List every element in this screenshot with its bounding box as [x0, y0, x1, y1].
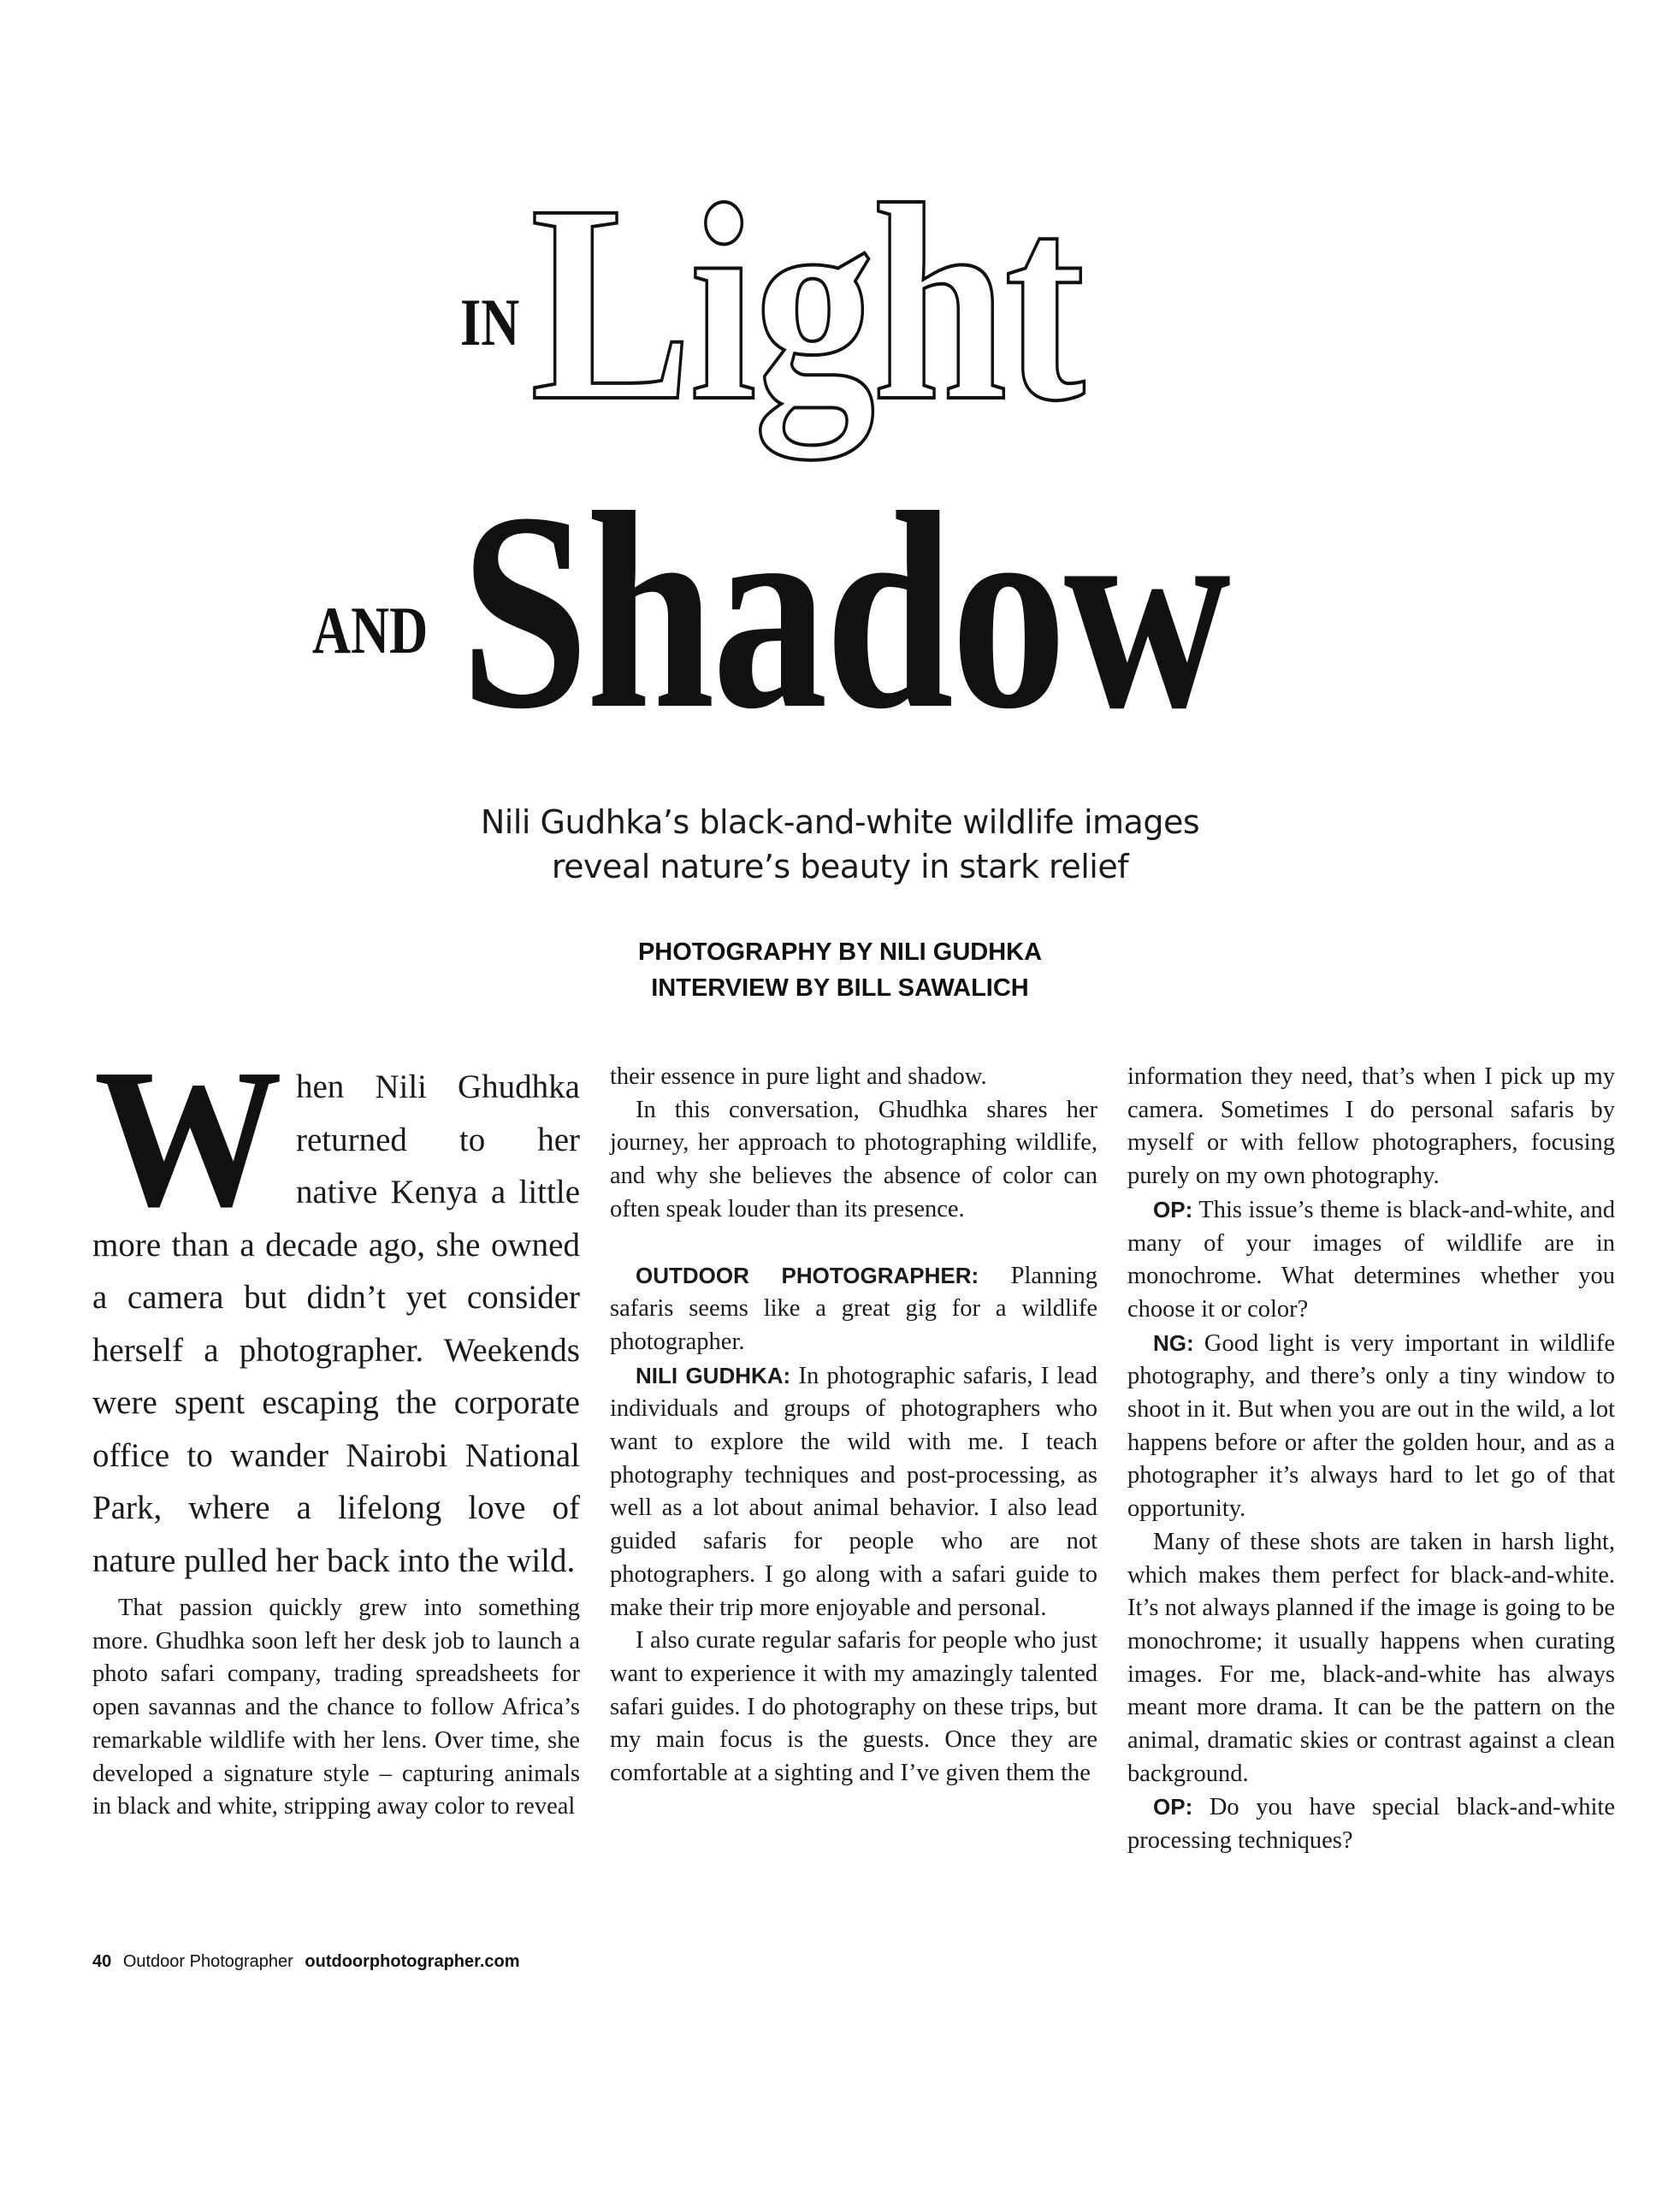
page-footer: [92, 1952, 520, 1972]
headline-word-shadow: Shadow: [460, 455, 1228, 767]
headline-prefix-and: AND: [312, 593, 429, 667]
lead-text: hen Nili Ghudhka returned to her native Kenya a little more than a decade ago, she owned a camera but didn’t yet consider herself a photographer. Weekends were spent escaping the corporate office to wander Nairobi National Park, where a lifelong love of nature pulled her back into the wild.: [92, 1068, 580, 1579]
qa-paragraph: [1127, 1327, 1615, 1526]
deck-subtitle: [0, 800, 1680, 889]
speaker-label: NG:: [1153, 1329, 1194, 1356]
speaker-label: OUTDOOR PHOTOGRAPHER:: [636, 1262, 979, 1288]
qa-paragraph: [610, 1625, 1097, 1790]
qa-paragraph: [610, 1259, 1097, 1359]
body-paragraph: That passion quickly grew into something more. Ghudhka soon left her desk job to launch a photo safari company, trading spreadsheets for open savannas and the chance to follow Africa’s remarkable wildlife with her lens. Over time, she developed a signature style – capturing animals in black and white, stripping away color to reveal: [92, 1595, 580, 1820]
page-number: 40: [92, 1952, 112, 1971]
qa-text: information they need, that’s when I pick up my camera. Sometimes I do personal safaris by myself or with fellow photographers, focusing purely on my own photography.: [1127, 1063, 1615, 1190]
drop-cap: W: [93, 1028, 283, 1248]
lead-paragraph: [92, 1028, 580, 1587]
website-url: outdoorphotographer.com: [305, 1952, 520, 1971]
qa-text: In photographic safaris, I lead individuals and groups of photographers who want to explore the wild with me. I teach photography techniques and post-processing, as well as a lot about animal behavior. I also lead guided safaris for people who are not photographers. I go along with a safari guide to make their trip more enjoyable and personal.: [610, 1362, 1097, 1621]
qa-paragraph: [1127, 1790, 1615, 1857]
speaker-label: NILI GUDHKA:: [636, 1362, 791, 1388]
article-column-3: [1127, 1061, 1615, 1858]
article-column-2: [610, 1061, 1097, 1790]
qa-paragraph: [610, 1359, 1097, 1625]
deck-line: Nili Gudhka’s black-and-white wildlife images: [480, 803, 1200, 841]
deck-line: reveal nature’s beauty in stark relief: [551, 848, 1129, 885]
qa-text: I also curate regular safaris for people who just want to experience it with my amazingly talented safari guides. I do photography on these trips, but my main focus is the guests. Once they are comfortable at a sighting and I’ve given them the: [610, 1627, 1097, 1787]
qa-paragraph: [1127, 1526, 1615, 1791]
headline-prefix-in: IN: [460, 285, 520, 359]
interview-credit: INTERVIEW BY BILL SAWALICH: [651, 974, 1029, 1002]
qa-text: Good light is very important in wildlife photography, and there’s only a tiny window to shoot in it. But when you are out in the wild, a lot happens before or after the golden hour, and as a photographer it’s always hard to let go of that opportunity.: [1127, 1329, 1615, 1523]
article-column-1: [92, 1028, 580, 1824]
headline: [0, 147, 1680, 787]
qa-paragraph: [1127, 1193, 1615, 1327]
qa-text: Many of these shots are taken in harsh light, which makes them perfect for black-and-white. It’s not always planned if the image is going to be monochrome; it usually happens when curating images. For me, black-and-white has always meant more drama. It can be the pattern on the animal, dramatic skies or contrast against a clean background.: [1127, 1528, 1615, 1787]
speaker-label: OP:: [1153, 1794, 1193, 1820]
body-paragraph: In this conversation, Ghudhka shares her journey, her approach to photographing wildlife, and why she believes the absence of color can often speak louder than its presence.: [610, 1096, 1097, 1222]
speaker-label: OP:: [1153, 1196, 1193, 1222]
qa-text: Planning safaris seems like a great gig for a wildlife photographer.: [610, 1262, 1097, 1355]
qa-text: Do you have special black-and-white processing techniques?: [1127, 1794, 1615, 1855]
headline-word-light: Light: [530, 147, 1083, 459]
magazine-name: Outdoor Photographer: [122, 1952, 293, 1971]
qa-paragraph-continued: [1127, 1061, 1615, 1193]
qa-text: This issue’s theme is black-and-white, and many of your images of wildlife are in monochrome. What determines whether you choose it or color?: [1127, 1196, 1615, 1323]
body-paragraph-continued: their essence in pure light and shadow.: [610, 1063, 987, 1090]
photography-credit: PHOTOGRAPHY BY NILI GUDHKA: [637, 938, 1043, 966]
byline-credits: [0, 934, 1680, 1006]
